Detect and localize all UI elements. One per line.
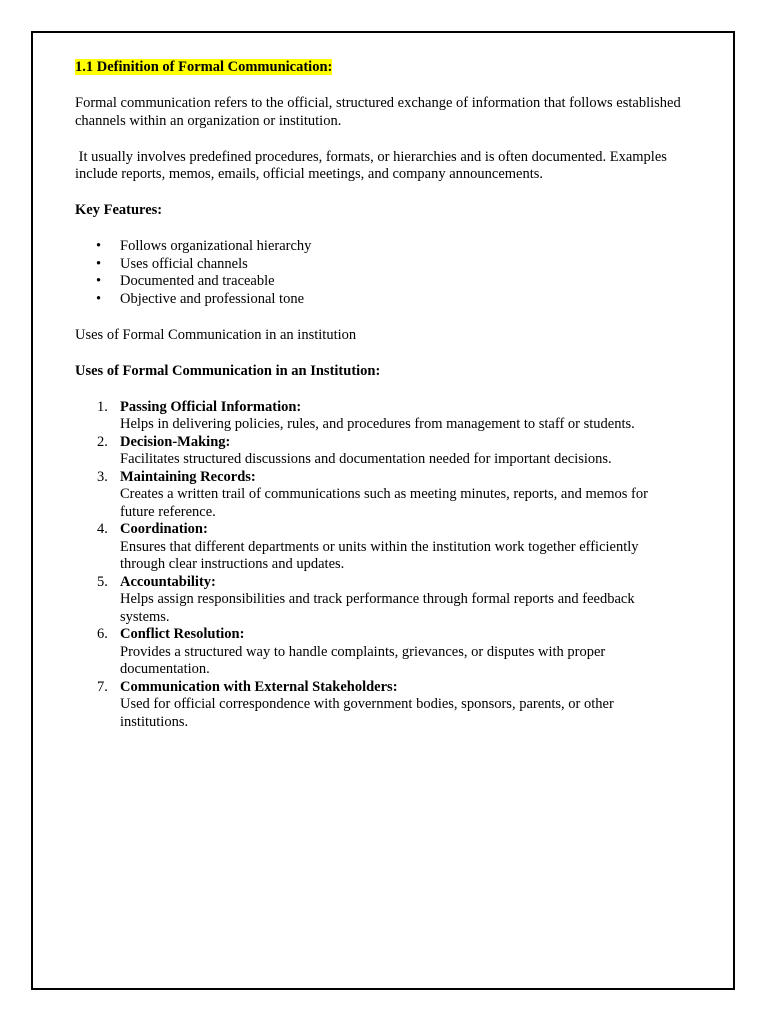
item-title: Conflict Resolution: (120, 626, 245, 642)
list-item (75, 574, 685, 627)
bullet-icon: • (96, 273, 102, 289)
list-item (75, 238, 685, 256)
spacer (75, 344, 685, 363)
feature-text: Documented and traceable (120, 273, 275, 289)
item-number: 6. (97, 626, 108, 642)
item-title: Communication with External Stakeholders: (120, 678, 398, 695)
list-item (75, 626, 685, 679)
item-title: Maintaining Records: (120, 468, 256, 485)
spacer (75, 77, 685, 96)
definition-paragraph: Formal communication refers to the official, structured exchange of information that follows established channels within an organization or institution. (75, 95, 681, 129)
bullet-icon: • (96, 255, 102, 272)
item-description: Ensures that different departments or units within the institution work together efficiently through clear instructions and updates. (120, 538, 639, 572)
item-number: 1. (97, 398, 108, 415)
spacer (75, 130, 685, 149)
item-description: Used for official correspondence with government bodies, sponsors, parents, or other institutions. (120, 696, 614, 730)
section-heading: 1.1 Definition of Formal Communication: (75, 59, 333, 75)
item-number: 5. (97, 573, 108, 590)
list-item (75, 521, 685, 574)
examples-paragraph: It usually involves predefined procedures, formats, or hierarchies and is often documented. Examples include reports, memos, emails, official meetings, and company announcements. (75, 148, 671, 182)
bullet-icon: • (96, 290, 102, 307)
uses-heading: Uses of Formal Communication in an Institution: (75, 362, 381, 379)
feature-text: Objective and professional tone (120, 290, 305, 307)
list-item (75, 256, 685, 274)
spacer (75, 184, 685, 203)
list-item (75, 679, 685, 732)
item-description: Creates a written trail of communications such as meeting minutes, reports, and memos for future reference. (120, 486, 648, 520)
spacer (75, 220, 685, 239)
item-number: 7. (97, 678, 108, 695)
item-description: Provides a structured way to handle complaints, grievances, or disputes with proper documentation. (120, 643, 606, 677)
spacer (75, 308, 685, 327)
item-number: 2. (97, 433, 108, 450)
uses-list (75, 399, 685, 732)
item-title: Accountability: (120, 573, 216, 590)
item-title: Passing Official Information: (120, 398, 302, 415)
item-description: Helps in delivering policies, rules, and procedures from management to staff or students. (120, 416, 635, 432)
feature-text: Follows organizational hierarchy (120, 238, 312, 254)
item-number: 3. (97, 468, 108, 485)
item-description: Helps assign responsibilities and track performance through formal reports and feedback systems. (120, 591, 635, 625)
key-features-list (75, 238, 685, 308)
spacer (75, 380, 685, 399)
list-item (75, 434, 685, 469)
document-page (31, 31, 735, 990)
list-item (75, 399, 685, 434)
uses-plain-line: Uses of Formal Communication in an institution (75, 326, 357, 343)
item-title: Coordination: (120, 521, 208, 537)
list-item (75, 469, 685, 522)
feature-text: Uses official channels (120, 255, 248, 272)
bullet-icon: • (96, 238, 102, 254)
item-number: 4. (97, 521, 108, 537)
item-description: Facilitates structured discussions and documentation needed for important decisions. (120, 451, 612, 467)
document-body (75, 59, 685, 731)
list-item (75, 273, 685, 291)
list-item (75, 291, 685, 309)
key-features-heading: Key Features: (75, 202, 163, 218)
item-title: Decision-Making: (120, 433, 231, 450)
section-heading-line (75, 59, 685, 77)
